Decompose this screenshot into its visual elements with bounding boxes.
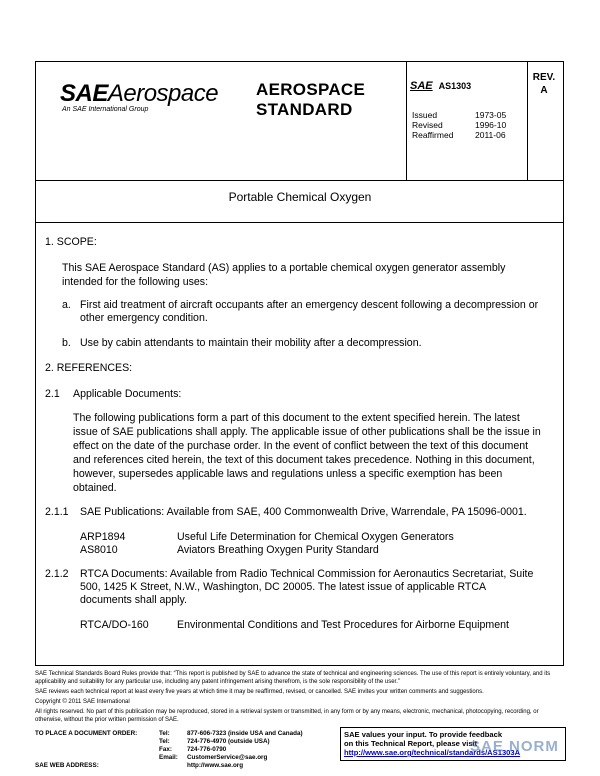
legal-footer: [35, 670, 566, 726]
contact-key: Tel:: [159, 730, 170, 737]
contact-value: 724-776-4970 (outside USA): [187, 738, 270, 745]
footer-review: SAE reviews each technical report at least every five years at which time it may be reaffirmed, revised, or cancelled. SAE invites your written comments and suggestions.: [35, 689, 484, 695]
footer-copyright: Copyright © 2011 SAE International: [35, 699, 130, 705]
section-number: 2.1: [45, 388, 60, 400]
header-divider: [36, 180, 563, 181]
feedback-link[interactable]: http://www.sae.org/technical/standards/AS1303A: [344, 748, 521, 757]
title-divider: [35, 222, 564, 223]
body-text: and references cited herein, the text of this document takes precedence. Nothing in this document,: [73, 454, 535, 466]
revision-box: [526, 71, 562, 97]
date-label: Revised: [412, 120, 443, 130]
contact-value: 724-776-0790: [187, 746, 227, 753]
section-number: 2.1.2: [45, 568, 69, 580]
body-text: issue of SAE publications shall apply. The applicable issue of other publications shall be the issue in: [73, 426, 541, 438]
body-text: The following publications form a part of this document to the extent specified herein. The latest: [73, 412, 520, 424]
header-column-divider: [406, 62, 407, 180]
list-marker: a.: [62, 299, 71, 311]
order-label: TO PLACE A DOCUMENT ORDER:: [35, 730, 138, 737]
web-label: SAE WEB ADDRESS:: [35, 762, 99, 769]
body-text: obtained.: [73, 482, 117, 494]
document-title: Portable Chemical Oxygen: [228, 190, 372, 204]
contact-key: Tel:: [159, 738, 170, 745]
contact-key: Email:: [159, 754, 178, 761]
list-item-text: Use by cabin attendants to maintain their mobility after a decompression.: [80, 337, 422, 349]
body-text: 500, 1425 K Street, N.W., Washington, DC 20005. The latest issue of applicable RTCA: [80, 581, 487, 593]
date-value: 1973-05: [475, 110, 507, 120]
body-text: intended for the following uses:: [62, 276, 209, 288]
reference-id: RTCA/DO-160: [80, 619, 149, 631]
watermark: SAE NORM: [470, 738, 559, 755]
document-dates: [412, 110, 506, 140]
date-value: 1996-10: [475, 120, 507, 130]
body-text: RTCA Documents: Available from Radio Technical Commission for Aeronautics Secretariat, Suite: [80, 568, 534, 580]
reference-title: Useful Life Determination for Chemical Oxygen Generators: [177, 531, 454, 543]
list-item-text: other emergency condition.: [80, 312, 208, 324]
reference-title: Environmental Conditions and Test Procedures for Airborne Equipment: [177, 619, 509, 631]
logo-light: Aerospace: [107, 80, 219, 107]
contact-value: 877-606-7323 (inside USA and Canada): [187, 730, 303, 737]
reference-title: Aviators Breathing Oxygen Purity Standard: [177, 544, 379, 556]
doc-sae-mark: SAE: [410, 80, 433, 92]
body-text: SAE Publications: Available from SAE, 400 Commonwealth Drive, Warrendale, PA 15096-0001.: [80, 506, 527, 518]
body-text: documents shall apply.: [80, 594, 187, 606]
feedback-text: SAE values your input. To provide feedback: [344, 730, 503, 739]
reference-id: AS8010: [80, 544, 118, 556]
footer-rules: SAE Technical Standards Board Rules provide that: “This report is published by SAE to advance the state of technical and engineering sciences. The use of this report is entirely voluntary, and its applicability and suitability for any particular use, including any patent infringement arising therefrom, is the sole responsibility of the user.”: [35, 671, 551, 685]
body-text: however, supersedes applicable laws and regulations unless a specific exemption has been: [73, 468, 503, 480]
sae-aerospace-logo: [60, 80, 218, 113]
footer-rights: All rights reserved. No part of this publication may be reproduced, stored in a retrieval system or transmitted, in any form or by any means, electronic, mechanical, photocopying, recording, or otherwise, without the prior written permission of SAE.: [35, 709, 539, 723]
date-label: Issued: [412, 110, 438, 120]
section-heading: 2. REFERENCES:: [45, 362, 133, 374]
standard-title-line1: AEROSPACE: [256, 80, 366, 99]
date-value: 2011-06: [475, 130, 506, 140]
feedback-text: on this Technical Report, please visit: [344, 739, 478, 748]
standard-title: [256, 80, 365, 120]
reference-id: ARP1894: [80, 531, 126, 543]
contact-key: Fax:: [159, 746, 172, 753]
date-label: Reaffirmed: [412, 130, 454, 140]
rev-label: REV.: [532, 72, 556, 83]
doc-number-value: AS1303: [438, 81, 472, 91]
subsection-title: Applicable Documents:: [73, 388, 182, 400]
body-text: effect on the date of the purchase order. In the event of conflict between the text of this document: [73, 440, 529, 452]
list-item-text: First aid treatment of aircraft occupants after an emergency descent following a decompression or: [80, 299, 539, 311]
logo-tagline: An SAE International Group: [62, 106, 149, 113]
web-link[interactable]: http://www.sae.org: [187, 762, 244, 769]
section-number: 2.1.1: [45, 506, 69, 518]
standard-title-line2: STANDARD: [256, 100, 353, 119]
document-number: [410, 80, 471, 92]
logo-bold: SAE: [60, 80, 108, 107]
rev-value: A: [540, 85, 548, 96]
contact-email[interactable]: CustomerService@sae.org: [187, 754, 268, 761]
section-heading: 1. SCOPE:: [45, 236, 97, 248]
body-text: This SAE Aerospace Standard (AS) applies to a portable chemical oxygen generator assembly: [62, 262, 506, 274]
list-marker: b.: [62, 337, 71, 349]
